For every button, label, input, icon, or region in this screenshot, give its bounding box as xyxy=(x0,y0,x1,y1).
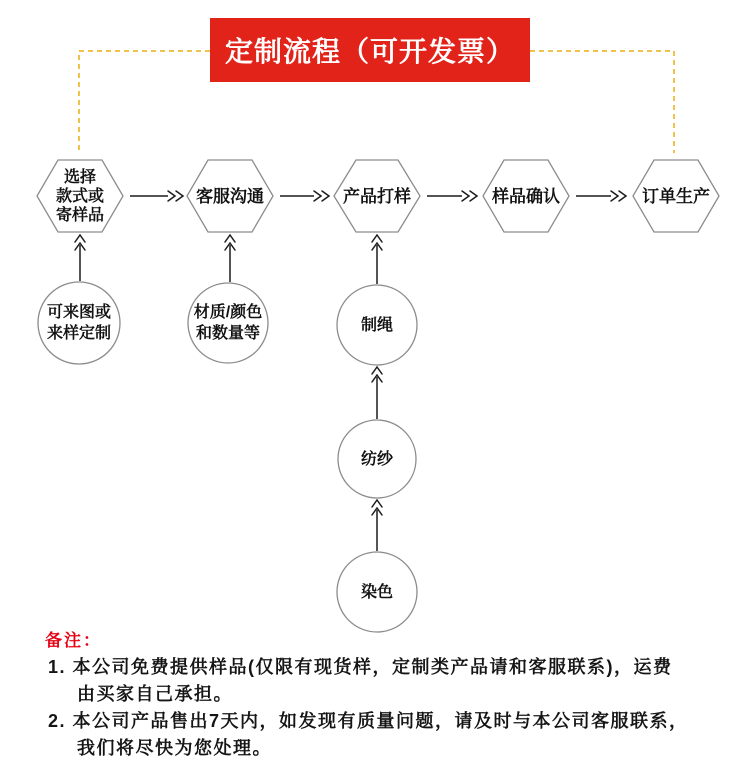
arrow-sampling-to-confirmation xyxy=(427,191,477,201)
hexagon-label-sample-confirmation xyxy=(471,160,581,232)
label-line: 可来图或 xyxy=(46,304,111,321)
circle-label-spinning xyxy=(322,423,432,495)
banner-title: 定制流程（可开发票） xyxy=(210,18,530,82)
circle-label-rope-making xyxy=(322,289,432,361)
arrow-drawing-to-select xyxy=(75,235,85,281)
hexagon-label-select-style xyxy=(25,160,135,232)
hexagon-label-service-communication xyxy=(175,160,285,232)
label-line: 选择 xyxy=(63,168,96,186)
circle-label-material-color-quantity xyxy=(173,287,283,359)
arrow-rope-to-sampling xyxy=(372,235,382,284)
dashed-connector-right xyxy=(530,51,674,153)
dashed-connector-left xyxy=(79,51,210,152)
label-line: 染色 xyxy=(360,583,393,601)
label-line: 和数量等 xyxy=(195,325,260,342)
label-line: 材质/颜色 xyxy=(193,304,263,321)
label-line: 样品确认 xyxy=(492,186,560,206)
note-1-line-1: 1. 本公司免费提供样品(仅限有现货样，定制类产品请和客服联系)，运费 xyxy=(48,657,673,677)
label-line: 客服沟通 xyxy=(196,186,264,206)
circle-label-drawing-or-sample xyxy=(24,287,134,359)
note-2-line-1: 2. 本公司产品售出7天内，如发现有质量问题，请及时与本公司客服联系， xyxy=(48,711,689,731)
arrow-dyeing-to-spinning xyxy=(372,500,382,551)
hexagon-label-order-production xyxy=(621,160,731,232)
label-line: 来样定制 xyxy=(46,325,111,342)
label-line: 寄样品 xyxy=(55,206,104,224)
notes-heading: 备注： xyxy=(45,631,102,650)
arrow-confirmation-to-production xyxy=(576,191,626,201)
circle-label-dyeing xyxy=(322,556,432,628)
arrow-spinning-to-rope xyxy=(372,367,382,419)
label-line: 产品打样 xyxy=(343,186,411,206)
label-line: 制绳 xyxy=(360,316,393,334)
label-line: 订单生产 xyxy=(642,186,710,206)
note-1-line-2: 由买家自己承担。 xyxy=(77,684,233,704)
arrow-material-to-service xyxy=(225,235,235,282)
hexagon-label-product-sampling xyxy=(322,160,432,232)
label-line: 款式或 xyxy=(55,187,104,205)
label-line: 纺纱 xyxy=(360,450,393,468)
note-2-line-2: 我们将尽快为您处理。 xyxy=(77,738,272,758)
